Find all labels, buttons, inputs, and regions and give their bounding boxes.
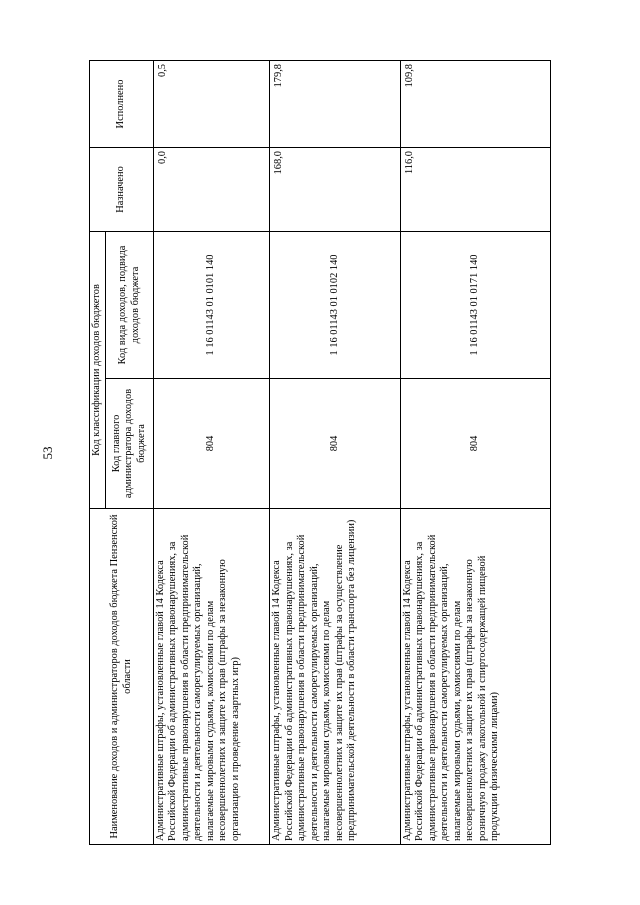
row-name: Административные штрафы, установленные главой 14 Кодекса Российской Федерации об административных правонарушениях, за административные правонарушения в области предпринимательской деятельности и деятельности саморегулируемых организаций, налагаемые мировыми судьями, комиссиями по делам несовершеннолетних и защите их прав (штрафы за незаконную розничную продажу алкогольной и спиртосодержащей пищевой продукции физическими лицами) — [400, 509, 550, 845]
row-assigned: 0,0 — [154, 148, 270, 232]
header-executed: Исполнено — [90, 61, 154, 148]
table-row — [270, 61, 400, 845]
row-admin-code: 804 — [270, 379, 400, 509]
row-executed: 109,8 — [400, 61, 550, 148]
revenue-table — [89, 60, 551, 845]
header-name: Наименование доходов и администраторов доходов бюджета Пензенской области — [90, 509, 154, 845]
header-admin-code: Код главного администратора доходов бюджета — [106, 379, 154, 509]
row-income-type: 1 16 01143 01 0171 140 — [400, 232, 550, 379]
page-number-text: 53 — [40, 446, 55, 460]
row-assigned: 116,0 — [400, 148, 550, 232]
row-admin-code: 804 — [400, 379, 550, 509]
row-admin-code: 804 — [154, 379, 270, 509]
row-income-type: 1 16 01143 01 0102 140 — [270, 232, 400, 379]
row-executed: 0,5 — [154, 61, 270, 148]
row-name: Административные штрафы, установленные главой 14 Кодекса Российской Федерации об административных правонарушениях, за административные правонарушения в области предпринимательской деятельности и деятельности саморегулируемых организаций, налагаемые мировыми судьями, комиссиями по делам несовершеннолетних и защите их прав (штрафы за осуществление предпринимательской деятельности в области транспорта без лицензии) — [270, 509, 400, 845]
row-assigned: 168,0 — [270, 148, 400, 232]
row-executed: 179,8 — [270, 61, 400, 148]
row-name: Административные штрафы, установленные главой 14 Кодекса Российской Федерации об административных правонарушениях, за административные правонарушения в области предпринимательской деятельности и деятельности саморегулируемых организаций, налагаемые мировыми судьями, комиссиями по делам несовершеннолетних и защите их прав (штрафы за незаконную организацию и проведение азартных игр) — [154, 509, 270, 845]
table-row — [154, 61, 270, 845]
row-income-type: 1 16 01143 01 0101 140 — [154, 232, 270, 379]
table-row — [400, 61, 550, 845]
rotated-page — [89, 61, 551, 845]
header-code-group: Код классификации доходов бюджетов — [90, 232, 106, 509]
header-assigned: Назначено — [90, 148, 154, 232]
header-income-type: Код вида доходов, подвида доходов бюджета — [106, 232, 154, 379]
